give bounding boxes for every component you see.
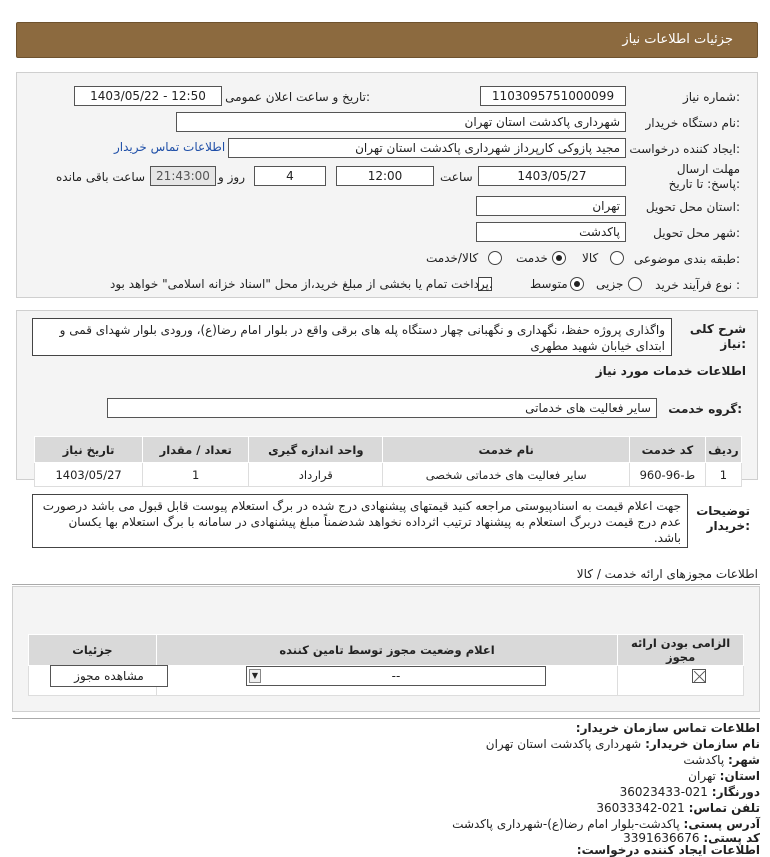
contact-city-label: شهر:	[728, 753, 760, 767]
cell-date: 1403/05/27	[35, 463, 143, 487]
category-option-service-label: خدمت	[516, 251, 548, 265]
contact-divider	[12, 718, 760, 719]
remaining-label: ساعت باقی مانده	[56, 170, 146, 184]
process-option-medium-label: متوسط	[530, 277, 568, 291]
cell-row: 1	[705, 463, 741, 487]
process-option-minor-label: جزیی	[596, 277, 624, 291]
contact-address	[452, 817, 760, 831]
contact-city-value: پاکدشت	[683, 753, 725, 767]
contact-phone-value: 021-36033342	[596, 801, 685, 815]
deadline-date-field: 1403/05/27	[478, 166, 626, 186]
process-option-medium-radio[interactable]	[570, 277, 584, 291]
contact-org-label: نام سازمان خریدار:	[645, 737, 760, 751]
need-number-field: 1103095751000099	[480, 86, 626, 106]
col-status: اعلام وضعیت مجوز توسط تامین کننده	[156, 635, 617, 666]
province-field: تهران	[476, 196, 626, 216]
contact-address-label: آدرس پستی:	[683, 817, 760, 831]
process-option-minor-radio[interactable]	[628, 277, 642, 291]
service-group-field: سایر فعالیت های خدماتی	[107, 398, 657, 418]
announce-field: 1403/05/22 - 12:50	[74, 86, 222, 106]
contact-fax	[620, 785, 760, 799]
contact-city	[683, 753, 760, 767]
announce-label: تاریخ و ساعت اعلان عمومی:	[225, 90, 370, 104]
buyer-notes-text: جهت اعلام قیمت به اسنادپیوستی مراجعه کنید قیمتهای پیشنهادی درج شده در برگ استعلام پیوست قابل قبول می باشد درصورت عدم درج قیمت دربرگ استعلام به پیشنهاد ترتیب اثرداده نخواهد شدضمناً مبلغ پیشنهادی در سامانه با برگ استعلام بها یکسان باشد.	[32, 494, 688, 548]
buyer-contact-link[interactable]: اطلاعات تماس خریدار	[114, 140, 226, 154]
days-label: روز و	[218, 170, 245, 184]
contact-postal-label: کد پستی:	[703, 831, 760, 845]
contact-fax-label: دورنگار:	[711, 785, 760, 799]
days-field: 4	[254, 166, 326, 186]
cell-required	[618, 666, 744, 696]
deadline-label: مهلت ارسال پاسخ: تا تاریخ:	[668, 162, 740, 191]
category-option-service-radio[interactable]	[552, 251, 566, 265]
contact-province-label: استان:	[719, 769, 760, 783]
col-code: کد خدمت	[630, 437, 706, 463]
creator-info-title: اطلاعات ایجاد کننده درخواست:	[576, 843, 760, 857]
view-permit-button[interactable]: مشاهده مجوز	[50, 665, 168, 687]
deadline-time-field: 12:00	[336, 166, 434, 186]
col-required: الزامی بودن ارائه مجوز	[618, 635, 744, 666]
category-label: طبقه بندی موضوعی:	[633, 252, 740, 266]
cell-qty: 1	[143, 463, 249, 487]
cell-code: ط-96-960	[630, 463, 706, 487]
cell-unit: قرارداد	[249, 463, 383, 487]
city-field: پاکدشت	[476, 222, 626, 242]
contact-phone-label: تلفن تماس:	[688, 801, 760, 815]
service-group-label: گروه خدمت:	[668, 402, 742, 416]
contact-postal-value: 3391636676	[623, 831, 700, 845]
contact-address-value: پاکدشت-بلوار امام رضا(ع)-شهرداری پاکدشت	[452, 817, 680, 831]
description-label: شرح کلی نیاز:	[689, 322, 746, 351]
col-name: نام خدمت	[383, 437, 630, 463]
treasury-payment-note: پرداخت تمام یا بخشی از مبلغ خرید،از محل "اسناد خزانه اسلامی" خواهد بود.	[110, 277, 493, 291]
col-qty: تعداد / مقدار	[143, 437, 249, 463]
buyer-org-label: نام دستگاه خریدار:	[645, 116, 740, 130]
category-option-both-label: کالا/خدمت	[426, 251, 479, 265]
category-option-both-radio[interactable]	[488, 251, 502, 265]
page-header	[16, 22, 758, 58]
permit-status-select[interactable]	[246, 666, 546, 686]
category-option-goods-label: کالا	[582, 251, 599, 265]
table-row	[35, 463, 742, 487]
province-label: استان محل تحویل:	[645, 200, 740, 214]
col-details: جزئیات	[29, 635, 157, 666]
col-unit: واحد اندازه گیری	[249, 437, 383, 463]
contact-title: اطلاعات تماس سازمان خریدار:	[575, 721, 760, 735]
buyer-org-field: شهرداری پاکدشت استان تهران	[176, 112, 626, 132]
services-section-title: اطلاعات خدمات مورد نیاز	[595, 364, 746, 378]
permits-divider	[12, 584, 760, 585]
contact-province	[688, 769, 760, 783]
permits-section-title: اطلاعات مجوزهای ارائه خدمت / کالا	[576, 567, 758, 581]
contact-phone	[596, 801, 760, 815]
process-label: نوع فرآیند خرید :	[655, 278, 740, 292]
contact-province-value: تهران	[688, 769, 716, 783]
col-date: تاریخ نیاز	[35, 437, 143, 463]
city-label: شهر محل تحویل:	[653, 226, 740, 240]
category-option-goods-radio[interactable]	[610, 251, 624, 265]
services-table	[34, 436, 742, 487]
remaining-time-field: 21:43:00	[150, 166, 216, 186]
permits-table-header	[29, 635, 744, 666]
permit-status-value: --	[391, 669, 401, 683]
time-label: ساعت	[440, 170, 473, 184]
contact-fax-value: 021-36023433	[619, 785, 708, 799]
contact-org	[486, 737, 760, 751]
buyer-notes-label: توضیحات خریدار:	[696, 504, 750, 533]
required-checkbox-icon	[692, 669, 706, 683]
page-title: جزئیات اطلاعات نیاز	[622, 32, 733, 47]
need-number-label: شماره نیاز:	[682, 90, 740, 104]
description-text: واگذاری پروژه حفظ، نگهداری و نگهبانی چهار دستگاه پله های برقی واقع در بلوار امام رضا(ع)، ورودی بلوار شهدای قمی و ابتدای خیابان شهید مطهری	[32, 318, 672, 356]
creator-field: مجید پازوکی کارپرداز شهرداری پاکدشت استان تهران	[228, 138, 626, 158]
cell-name: سایر فعالیت های خدماتی شخصی	[383, 463, 630, 487]
contact-org-value: شهرداری پاکدشت استان تهران	[485, 737, 642, 751]
chevron-down-icon: ▼	[249, 669, 261, 683]
services-table-header	[35, 437, 742, 463]
col-row: ردیف	[705, 437, 741, 463]
creator-label: ایجاد کننده درخواست:	[629, 142, 740, 156]
